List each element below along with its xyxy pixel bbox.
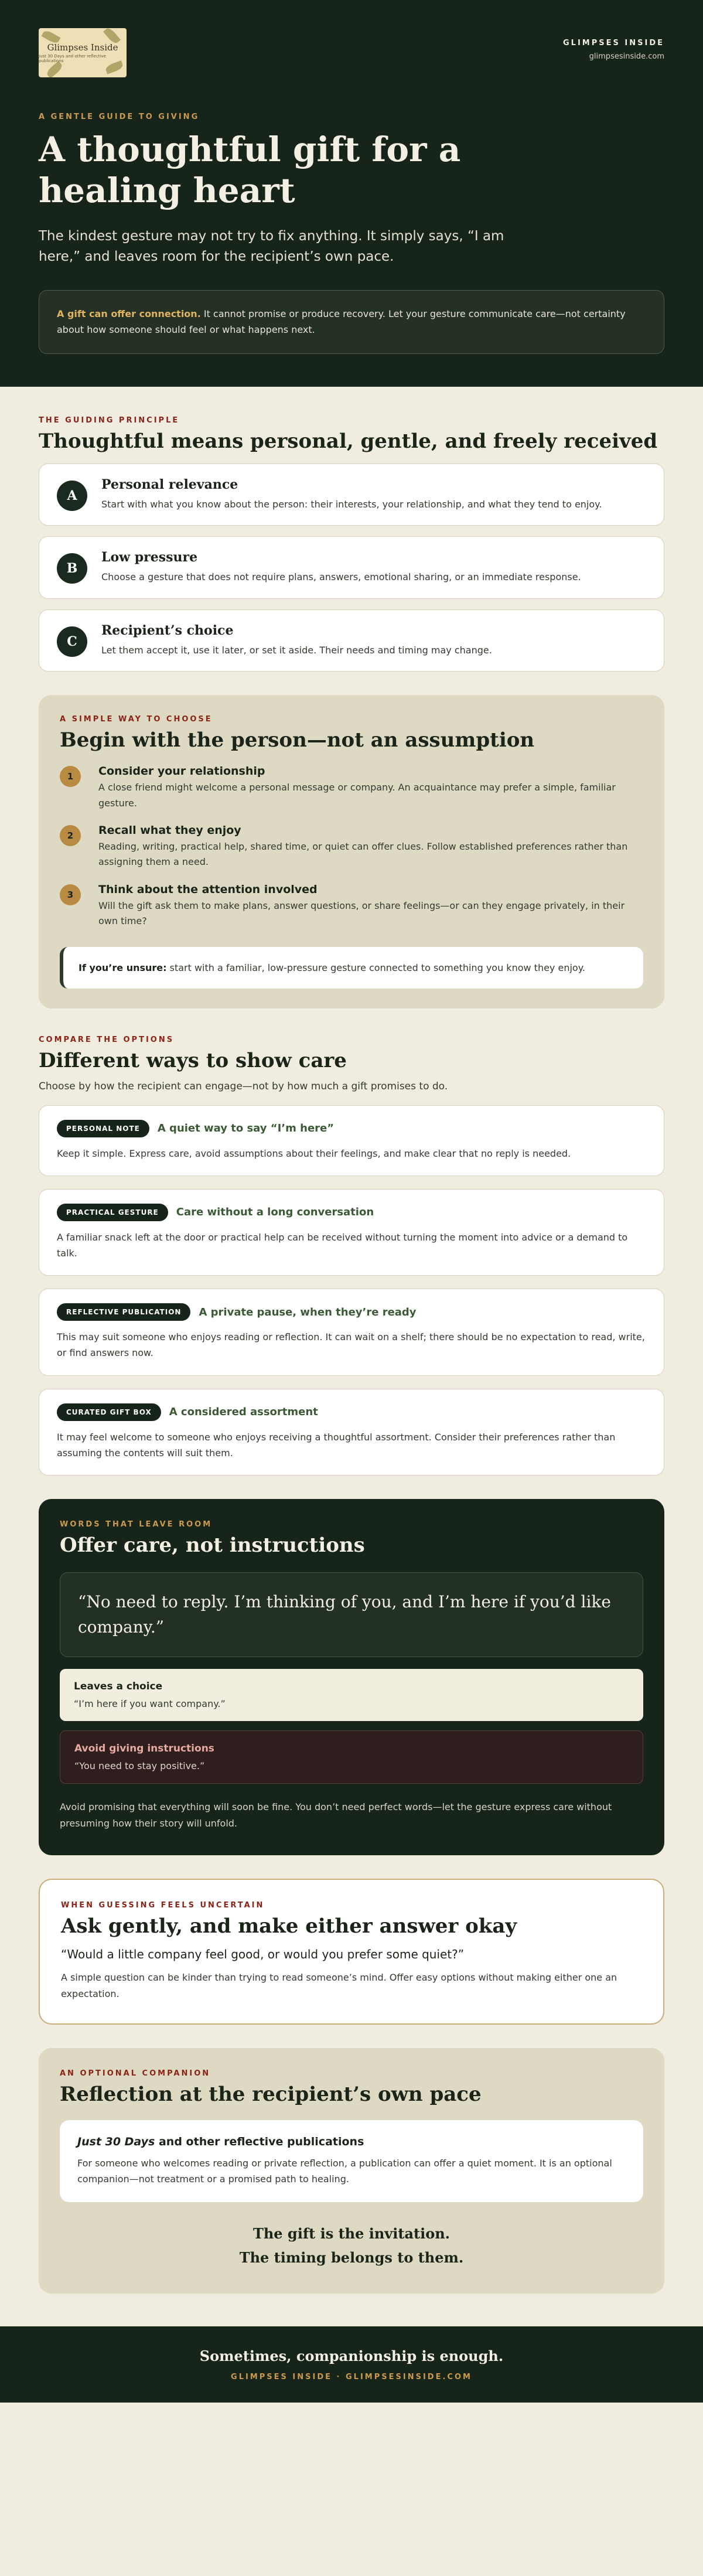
- ask-text: A simple question can be kinder than trying to read someone’s mind. Offer easy options without making either one an expectation.: [61, 1971, 617, 1999]
- section-kicker: COMPARE THE OPTIONS: [39, 1035, 175, 1044]
- step-title: Think about the attention involved: [98, 882, 318, 896]
- publication-text: For someone who welcomes reading or private reflection, a publication can offer a quiet moment. It is an optional companion—not treatment or a promised path to healing.: [77, 2157, 612, 2185]
- words-section: [39, 1499, 664, 1855]
- closing-statement: [60, 2222, 643, 2270]
- step-title: Consider your relationship: [98, 765, 265, 778]
- choice-title: Leaves a choice: [74, 1680, 163, 1692]
- step-number: 2: [60, 825, 81, 846]
- logo-tagline: Just 30 Days and other reflective publications: [39, 54, 106, 63]
- option-pill: REFLECTIVE PUBLICATION: [57, 1303, 190, 1321]
- hero-note: [39, 290, 664, 353]
- option-title: A quiet way to say “I’m here”: [157, 1122, 335, 1135]
- step-number: 1: [60, 766, 81, 787]
- step-item: [60, 824, 643, 870]
- principle-text: Choose a gesture that does not require plans, answers, emotional sharing, or an immediate response.: [101, 571, 581, 583]
- section-title: Begin with the person—not an assumption: [60, 728, 535, 752]
- steps-section: [39, 695, 664, 1008]
- principles-section: [39, 387, 664, 672]
- option-text: This may suit someone who enjoys reading or reflection. It can wait on a shelf; there should be no expectation to read, write, or find answers now.: [57, 1331, 645, 1359]
- principle-text: Start with what you know about the person: their interests, your relationship, and what they tend to enjoy.: [101, 499, 602, 510]
- option-pill: PRACTICAL GESTURE: [57, 1204, 168, 1221]
- step-title: Recall what they enjoy: [98, 823, 241, 837]
- section-kicker: WHEN GUESSING FEELS UNCERTAIN: [61, 1900, 265, 1910]
- avoid-quote: “You need to stay positive.”: [74, 1760, 205, 1771]
- section-kicker: THE GUIDING PRINCIPLE: [39, 416, 180, 425]
- words-note: Avoid promising that everything will soon be fine. You don’t need perfect words—let the gesture express care without presuming how their story will unfold.: [60, 1801, 612, 1829]
- main-content: [0, 387, 703, 2326]
- option-card: [39, 1189, 664, 1276]
- logo-name: Glimpses Inside: [47, 42, 118, 53]
- principle-title: Low pressure: [101, 550, 198, 565]
- principle-card: [39, 609, 664, 672]
- sample-quote: “No need to reply. I’m thinking of you, and I’m here if you’d like company.”: [60, 1572, 643, 1657]
- page-footer: [0, 2326, 703, 2403]
- section-kicker: A SIMPLE WAY TO CHOOSE: [60, 715, 213, 724]
- option-pill: PERSONAL NOTE: [57, 1120, 149, 1137]
- step-text: Reading, writing, practical help, shared time, or quiet can offer clues. Follow established preferences rather than assigning them a need.: [98, 840, 628, 868]
- option-text: Keep it simple. Express care, avoid assumptions about their feelings, and make clear that no reply is needed.: [57, 1147, 571, 1159]
- publication-card: [60, 2120, 643, 2202]
- unsure-callout: [60, 947, 643, 989]
- leaf-icon: [45, 61, 64, 77]
- principle-text: Let them accept it, use it later, or set it aside. Their needs and timing may change.: [101, 644, 492, 656]
- option-title: A private pause, when they’re ready: [199, 1306, 417, 1318]
- section-title: Reflection at the recipient’s own pace: [60, 2082, 482, 2106]
- step-item: [60, 765, 643, 811]
- brand-name: GLIMPSES INSIDE: [563, 39, 664, 47]
- principle-title: Recipient’s choice: [101, 622, 234, 638]
- choice-quote: “I’m here if you want company.”: [74, 1698, 226, 1709]
- principle-card: [39, 536, 664, 598]
- option-title: A considered assortment: [169, 1406, 318, 1419]
- hero-section: [0, 0, 703, 387]
- options-section: [39, 1035, 664, 1476]
- avoid-box: [60, 1730, 643, 1784]
- brand-url-link[interactable]: glimpsesinside.com: [589, 52, 664, 61]
- footer-brand-link[interactable]: GLIMPSES INSIDE · GLIMPSESINSIDE.COM: [231, 2372, 472, 2381]
- hero-note-highlight: A gift can offer connection.: [57, 308, 201, 320]
- section-title: Ask gently, and make either answer okay: [61, 1914, 517, 1938]
- section-title: Thoughtful means personal, gentle, and freely received: [39, 430, 658, 453]
- step-text: A close friend might welcome a personal message or company. An acquaintance may prefer a simple, familiar gesture.: [98, 782, 616, 809]
- page-title: A thoughtful gift for a healing heart: [39, 130, 461, 210]
- hero-subtitle: The kindest gesture may not try to fix anything. It simply says, “I am here,” and leaves room for the recipient’s own pace.: [39, 229, 504, 264]
- section-kicker: AN OPTIONAL COMPANION: [60, 2069, 211, 2078]
- principle-card: [39, 464, 664, 526]
- step-item: [60, 883, 643, 929]
- option-text: It may feel welcome to someone who enjoys receiving a thoughtful assortment. Consider their preferences rather than assuming the contents will suit them.: [57, 1431, 616, 1459]
- section-kicker: WORDS THAT LEAVE ROOM: [60, 1520, 213, 1529]
- avoid-title: Avoid giving instructions: [74, 1742, 214, 1754]
- ask-section: [39, 1879, 664, 2025]
- principle-badge: B: [57, 553, 87, 584]
- option-title: Care without a long conversation: [176, 1206, 374, 1219]
- option-pill: CURATED GIFT BOX: [57, 1403, 161, 1421]
- unsure-label: If you’re unsure:: [79, 962, 167, 973]
- hero-note-text: It cannot promise or produce recovery. Let your gesture communicate care—not certainty about how someone should feel or what happens next.: [57, 308, 626, 336]
- step-number: 3: [60, 884, 81, 905]
- leaves-choice-box: [60, 1669, 643, 1721]
- step-text: Will the gift ask them to make plans, answer questions, or share feelings—or can they engage privately, in their own time?: [98, 899, 625, 927]
- option-text: A familiar snack left at the door or practical help can be received without turning the moment into advice or a demand to talk.: [57, 1231, 628, 1259]
- section-title: Different ways to show care: [39, 1048, 347, 1072]
- option-card: [39, 1289, 664, 1375]
- hero-kicker: A GENTLE GUIDE TO GIVING: [39, 113, 200, 121]
- publication-title-italic: Just 30 Days: [77, 2135, 155, 2148]
- option-card: [39, 1105, 664, 1176]
- ask-question: “Would a little company feel good, or would you prefer some quiet?”: [61, 1947, 465, 1961]
- section-title: Offer care, not instructions: [60, 1534, 365, 1558]
- publication-title-rest: and other reflective publications: [155, 2135, 364, 2148]
- unsure-text: start with a familiar, low-pressure gesture connected to something you know they enjoy.: [166, 962, 585, 973]
- option-card: [39, 1389, 664, 1476]
- footer-line: Sometimes, companionship is enough.: [199, 2347, 504, 2364]
- section-lead: Choose by how the recipient can engage—not by how much a gift promises to do.: [39, 1080, 448, 1092]
- principle-title: Personal relevance: [101, 477, 238, 492]
- closing-line-2: The timing belongs to them.: [239, 2248, 464, 2266]
- brand-logo[interactable]: [39, 28, 127, 77]
- principle-badge: A: [57, 481, 87, 511]
- principle-badge: C: [57, 626, 87, 657]
- closing-line-1: The gift is the invitation.: [252, 2225, 451, 2243]
- publication-title: [77, 2135, 626, 2148]
- reflection-section: [39, 2048, 664, 2294]
